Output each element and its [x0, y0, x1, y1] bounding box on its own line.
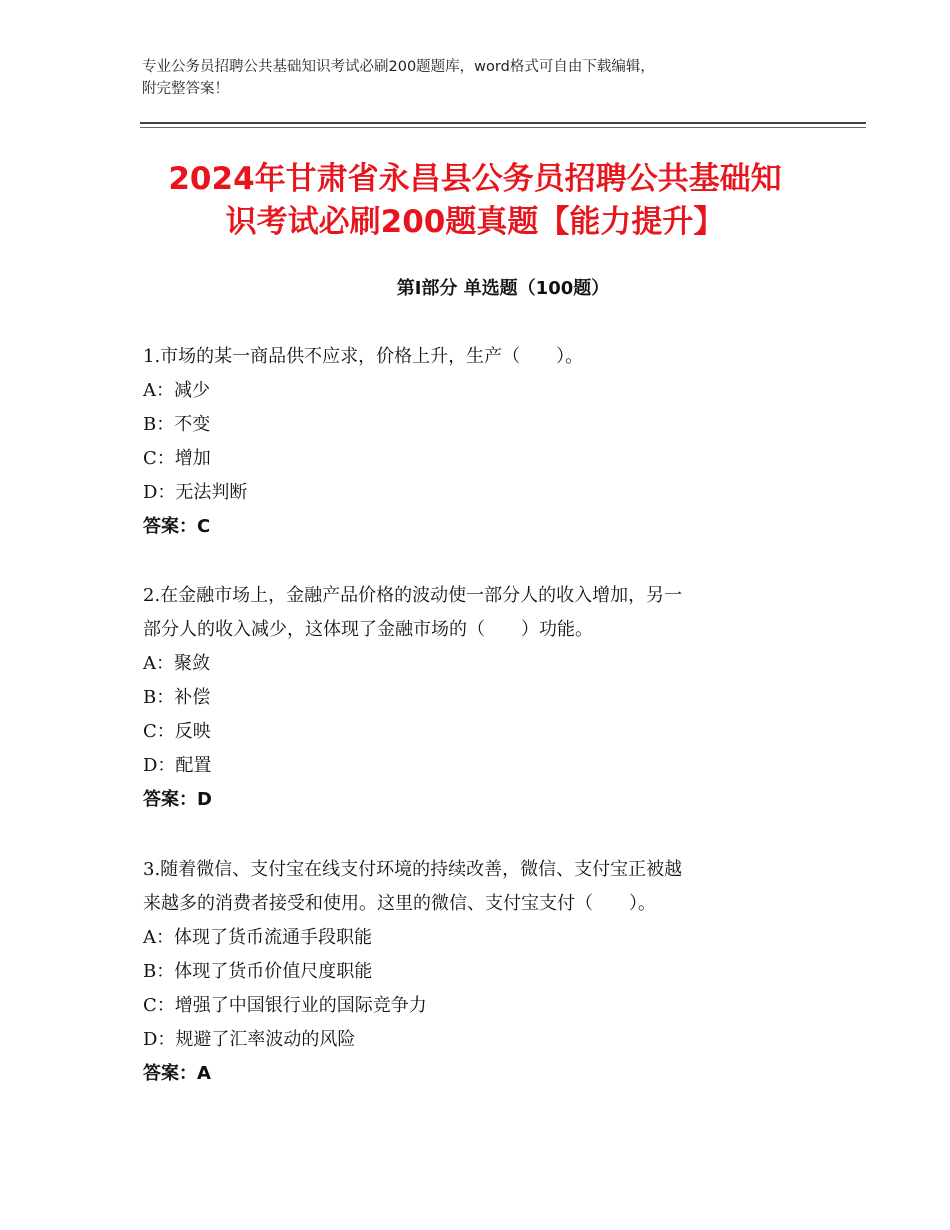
header-note-line-2: 附完整答案！ [142, 81, 229, 97]
document-title-line-1: 2024年甘肃省永昌县公务员招聘公共基础知 [168, 161, 782, 197]
document-title [120, 158, 830, 244]
document-header-note [142, 56, 822, 100]
option-c: C：增加 [143, 448, 211, 469]
option-b: B：体现了货币价值尺度职能 [143, 961, 373, 982]
question-2 [143, 579, 803, 817]
option-d: D：配置 [143, 755, 212, 776]
question-stem-line-2: 来越多的消费者接受和使用。这里的微信、支付宝支付（ ）。 [143, 893, 656, 914]
section-title: 第Ⅰ部分 单选题（100题） [396, 278, 610, 299]
option-c: C：反映 [143, 721, 211, 742]
question-1 [143, 340, 803, 544]
header-note-line-1: 专业公务员招聘公共基础知识考试必刷200题题库，word格式可自由下载编辑， [142, 59, 655, 75]
option-a: A：体现了货币流通手段职能 [143, 927, 372, 948]
option-a: A：减少 [143, 380, 210, 401]
answer: 答案：A [143, 1063, 211, 1084]
question-3 [143, 853, 803, 1091]
question-stem: 1.市场的某一商品供不应求，价格上升，生产（ ）。 [143, 346, 584, 367]
option-d: D：规避了汇率波动的风险 [143, 1029, 356, 1050]
option-c: C：增强了中国银行业的国际竞争力 [143, 995, 427, 1016]
question-stem-line-1: 2.在金融市场上，金融产品价格的波动使一部分人的收入增加，另一 [143, 585, 683, 606]
header-divider-thick [140, 122, 866, 124]
question-stem-line-2: 部分人的收入减少，这体现了金融市场的（ ）功能。 [143, 619, 593, 640]
answer: 答案：D [143, 789, 212, 810]
option-b: B：补偿 [143, 687, 211, 708]
document-title-line-2: 识考试必刷200题真题【能力提升】 [225, 204, 725, 240]
answer: 答案：C [143, 516, 211, 537]
option-d: D：无法判断 [143, 482, 248, 503]
option-a: A：聚敛 [143, 653, 210, 674]
question-stem-line-1: 3.随着微信、支付宝在线支付环境的持续改善，微信、支付宝正被越 [143, 859, 683, 880]
header-divider-thin [140, 127, 866, 128]
option-b: B：不变 [143, 414, 211, 435]
